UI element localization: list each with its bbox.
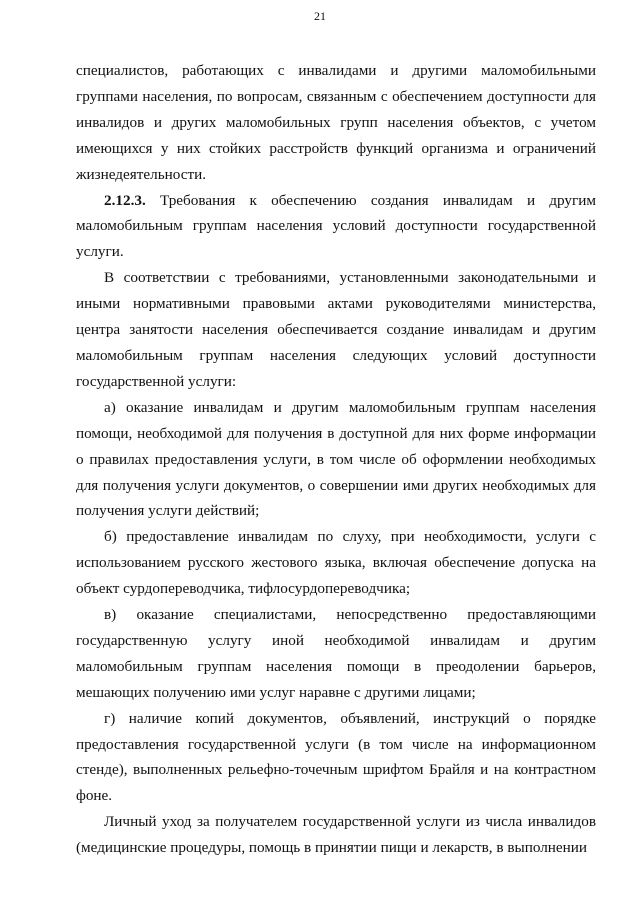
document-body (76, 58, 596, 861)
list-item-g: г) наличие копий документов, объявлений, инструкций о порядке предоставления государственной услуги (в том числе на информационном стенде), выполненных рельефно-точечным шрифтом Брайля и на контрастном фоне. (76, 709, 596, 805)
section-heading-text: Требования к обеспечению создания инвалидам и другим маломобильным группам населения условий доступности государственной услуги. (76, 191, 596, 261)
list-item-a: а) оказание инвалидам и другим маломобильным группам населения помощи, необходимой для получения в доступной для них форме информации о правилах предоставления услуги, в том числе об оформлении необходимых для получения услуги документов, о совершении ими других необходимых для получения услуги действий; (76, 398, 596, 520)
list-item-b: б) предоставление инвалидам по слуху, при необходимости, услуги с использованием русского жестового языка, включая обеспечение допуска на объект сурдопереводчика, тифлосурдопереводчика; (76, 528, 596, 598)
section-number: 2.12.3. (104, 191, 146, 209)
paragraph-intro: В соответствии с требованиями, установленными законодательными и иными нормативными правовыми актами руководителями министерства, центра занятости населения обеспечивается создание инвалидам и другим маломобильным группам населения следующих условий доступности государственной услуги: (76, 269, 596, 390)
paragraph-section-2-12-3 (76, 188, 596, 266)
paragraph-personal-care: Личный уход за получателем государственной услуги из числа инвалидов (медицинские процедуры, помощь в принятии пищи и лекарств, в выполнении (76, 813, 596, 857)
list-item-v: в) оказание специалистами, непосредственно предоставляющими государственную услугу иной необходимой инвалидам и другим маломобильным группам населения помощи в преодолении барьеров, мешающих получению ими услуг наравне с другими лицами; (76, 606, 596, 701)
page-number: 21 (314, 9, 326, 23)
paragraph-continuation: специалистов, работающих с инвалидами и другими маломобильными группами населения, по вопросам, связанным с обеспечением доступности для инвалидов и других маломобильных групп населения объектов, с учетом имеющихся у них стойких расстройств функций организма и ограничений жизнедеятельности. (76, 62, 596, 183)
